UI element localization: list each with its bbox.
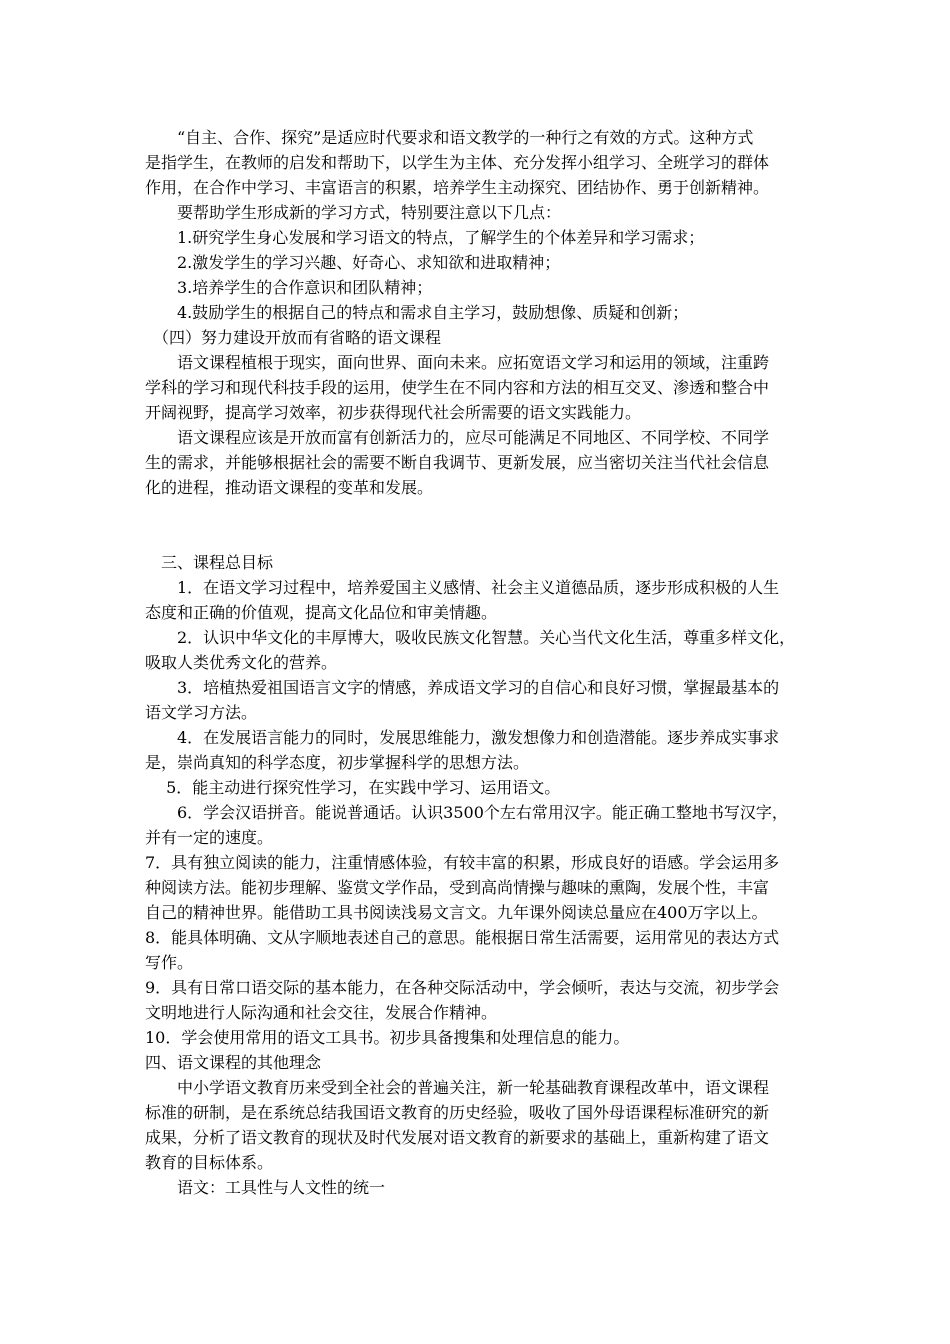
text-line: 种阅读方法。能初步理解、鉴赏文学作品，受到高尚情操与趣味的熏陶，发展个性，丰富 [145, 878, 770, 897]
text-line: 作用，在合作中学习、丰富语言的积累，培养学生主动探究、团结协作、勇于创新精神。 [145, 178, 770, 197]
text-line: 写作。 [145, 953, 194, 972]
text-line: 3．培植热爱祖国语言文字的情感，养成语文学习的自信心和良好习惯，掌握最基本的 [145, 678, 780, 697]
text-line: 成果，分析了语文教育的现状及时代发展对语文教育的新要求的基础上，重新构建了语文 [145, 1128, 770, 1147]
text-line: 是，崇尚真知的科学态度，初步掌握科学的思想方法。 [145, 753, 530, 772]
text-line: 标准的研制，是在系统总结我国语文教育的历史经验，吸收了国外母语课程标准研究的新 [145, 1103, 770, 1122]
text-line: 吸取人类优秀文化的营养。 [145, 653, 338, 672]
text-line: 并有一定的速度。 [145, 828, 274, 847]
section-heading: 三、课程总目标 [145, 553, 274, 572]
section-heading: （四）努力建设开放而有省略的语文课程 [145, 328, 442, 347]
text-line: 10．学会使用常用的语文工具书。初步具备搜集和处理信息的能力。 [145, 1028, 630, 1047]
text-line: 6．学会汉语拼音。能说普通话。认识3500个左右常用汉字。能正确工整地书写汉字， [145, 803, 788, 822]
text-line: 文明地进行人际沟通和社会交往，发展合作精神。 [145, 1003, 498, 1022]
text-line: 7．具有独立阅读的能力，注重情感体验，有较丰富的积累，形成良好的语感。学会运用多 [145, 853, 780, 872]
text-line: 2.激发学生的学习兴趣、好奇心、求知欲和进取精神； [145, 253, 561, 272]
text-line: 生的需求，并能够根据社会的需要不断自我调节、更新发展，应当密切关注当代社会信息 [145, 453, 770, 472]
text-line: 1.研究学生身心发展和学习语文的特点，了解学生的个体差异和学习需求； [145, 228, 705, 247]
text-line: “自主、合作、探究”是适应时代要求和语文教学的一种行之有效的方式。这种方式 [145, 128, 754, 147]
text-line: 8．能具体明确、文从字顺地表述自己的意思。能根据日常生活需要，运用常见的表达方式 [145, 928, 780, 947]
text-line: 9．具有日常口语交际的基本能力，在各种交际活动中，学会倾听，表达与交流，初步学会 [145, 978, 780, 997]
text-line: 化的进程，推动语文课程的变革和发展。 [145, 478, 434, 497]
text-line: 2．认识中华文化的丰厚博大，吸收民族文化智慧。关心当代文化生活，尊重多样文化， [145, 628, 796, 647]
text-line: 1．在语文学习过程中，培养爱国主义感情、社会主义道德品质，逐步形成积极的人生 [145, 578, 780, 597]
text-line: 学科的学习和现代科技手段的运用，使学生在不同内容和方法的相互交叉、渗透和整合中 [145, 378, 770, 397]
text-line: 4．在发展语言能力的同时，发展思维能力，激发想像力和创造潜能。逐步养成实事求 [145, 728, 780, 747]
text-line: 教育的目标体系。 [145, 1153, 274, 1172]
text-line: 自己的精神世界。能借助工具书阅读浅易文言文。九年课外阅读总量应在400万字以上。 [145, 903, 768, 922]
text-line: 态度和正确的价值观，提高文化品位和审美情趣。 [145, 603, 498, 622]
text-line: 中小学语文教育历来受到全社会的普遍关注，新一轮基础教育课程改革中，语文课程 [145, 1078, 770, 1097]
text-line: 3.培养学生的合作意识和团队精神； [145, 278, 433, 297]
text-line: 语文：工具性与人文性的统一 [145, 1178, 386, 1197]
text-line: 语文课程应该是开放而富有创新活力的，应尽可能满足不同地区、不同学校、不同学 [145, 428, 770, 447]
section-heading: 四、语文课程的其他理念 [145, 1053, 322, 1072]
text-line: 4.鼓励学生的根据自己的特点和需求自主学习，鼓励想像、质疑和创新； [145, 303, 689, 322]
text-line: 开阔视野，提高学习效率，初步获得现代社会所需要的语文实践能力。 [145, 403, 642, 422]
text-line: 5．能主动进行探究性学习，在实践中学习、运用语文。 [145, 778, 561, 797]
text-line: 是指学生，在教师的启发和帮助下，以学生为主体、充分发挥小组学习、全班学习的群体 [145, 153, 770, 172]
text-line: 语文课程植根于现实，面向世界、面向未来。应拓宽语文学习和运用的领域，注重跨 [145, 353, 770, 372]
text-line: 要帮助学生形成新的学习方式，特别要注意以下几点： [145, 203, 562, 222]
text-line: 语文学习方法。 [145, 703, 258, 722]
